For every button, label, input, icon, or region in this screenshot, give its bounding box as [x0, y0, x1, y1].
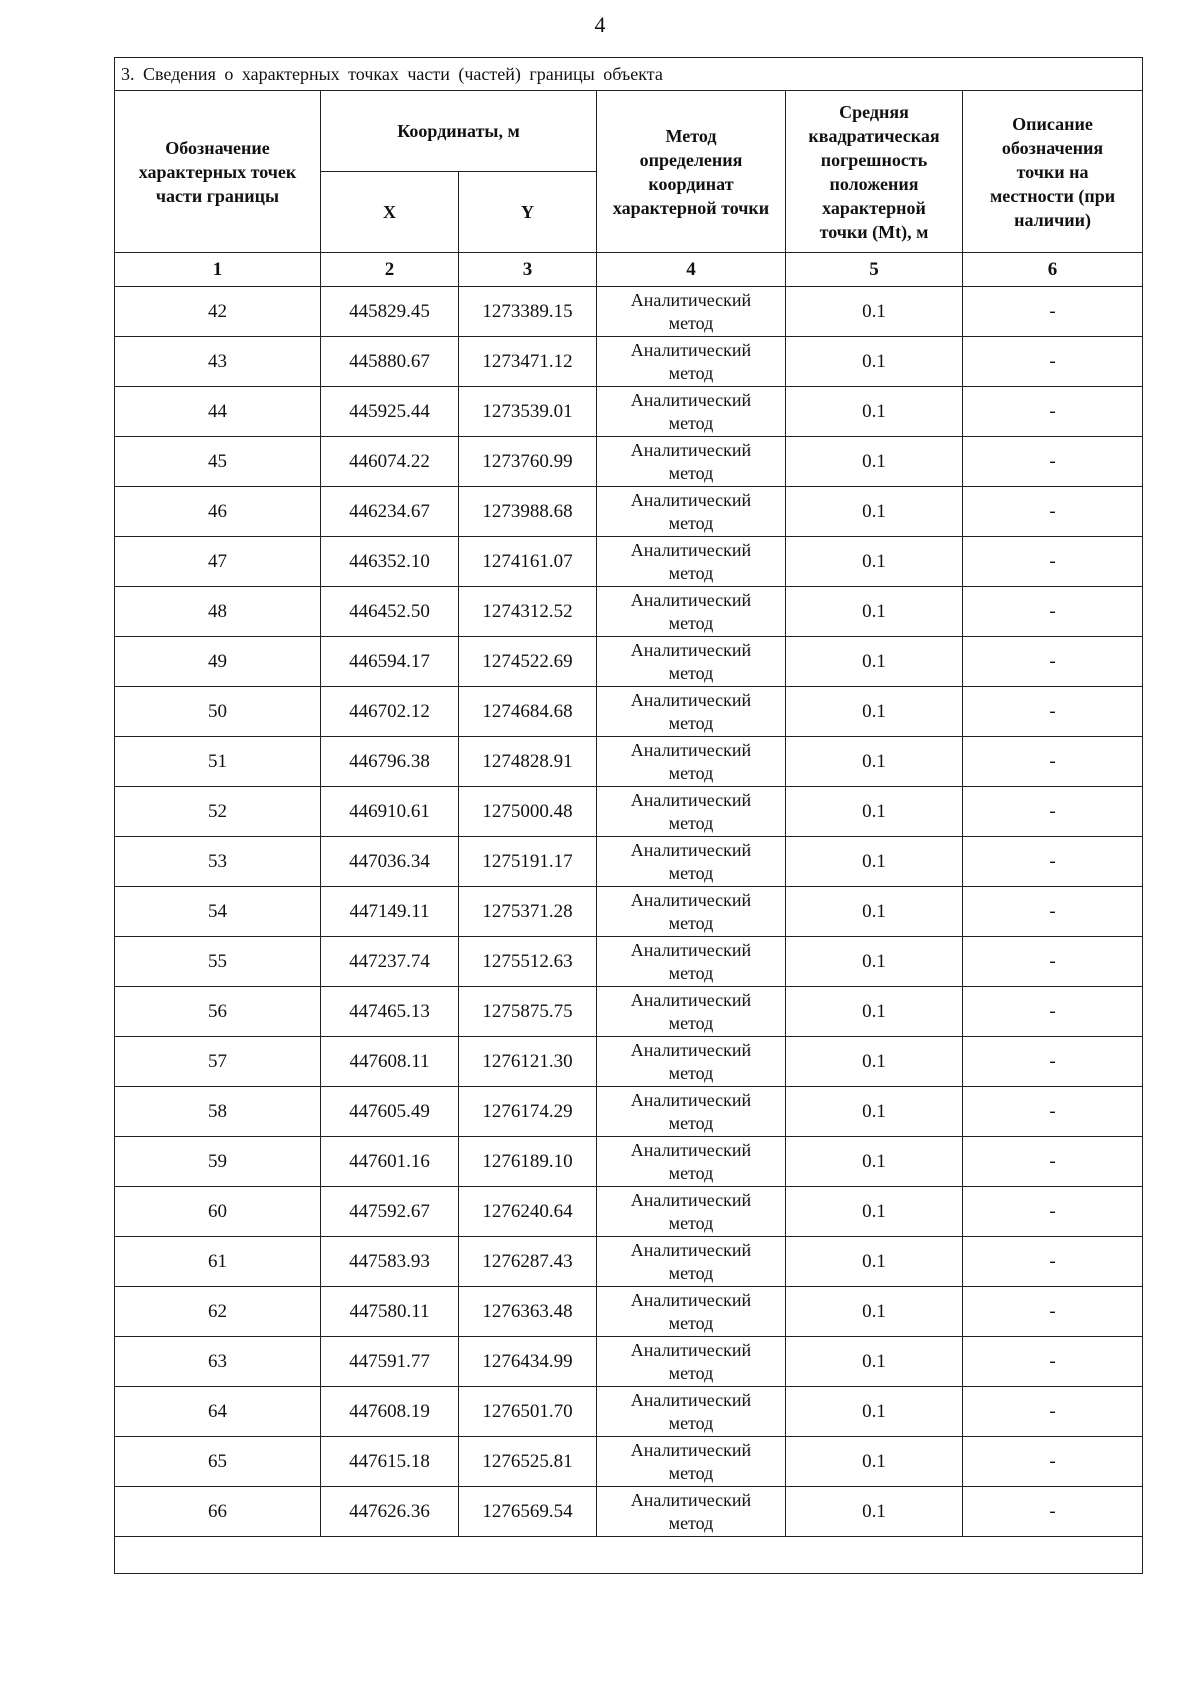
method-cell: [597, 1237, 786, 1287]
x-coordinate-cell: 446234.67: [321, 487, 459, 537]
method-line: метод: [668, 1362, 714, 1383]
method-line: метод: [668, 762, 714, 783]
column-number-row: [115, 253, 1143, 287]
method-line: метод: [668, 1012, 714, 1033]
x-coordinate-cell: 447608.19: [321, 1387, 459, 1437]
method-cell: [597, 1137, 786, 1187]
point-cell: 62: [115, 1287, 321, 1337]
description-cell: -: [963, 387, 1143, 437]
x-coordinate-cell: 445880.67: [321, 337, 459, 387]
method-header: [597, 91, 786, 253]
x-coordinate-cell: 447615.18: [321, 1437, 459, 1487]
point-cell: 63: [115, 1337, 321, 1387]
method-line: метод: [668, 1412, 714, 1433]
description-cell: -: [963, 1487, 1143, 1537]
y-coordinate-cell: 1276174.29: [459, 1087, 597, 1137]
method-line: Аналитический: [630, 739, 752, 760]
method-line: метод: [668, 562, 714, 583]
description-cell: -: [963, 1087, 1143, 1137]
description-cell: -: [963, 687, 1143, 737]
y-coordinate-cell: 1276189.10: [459, 1137, 597, 1187]
method-line: Аналитический: [630, 789, 752, 810]
point-cell: 47: [115, 537, 321, 587]
x-coordinate-cell: 447237.74: [321, 937, 459, 987]
mt-cell: 0.1: [786, 337, 963, 387]
description-cell: -: [963, 737, 1143, 787]
method-line: метод: [668, 1312, 714, 1333]
method-line: Аналитический: [630, 1439, 752, 1460]
column-number: 1: [115, 253, 321, 287]
method-cell: [597, 437, 786, 487]
designation-header: [115, 91, 321, 253]
method-cell: [597, 1287, 786, 1337]
table-row: [115, 837, 1143, 887]
method-line: Аналитический: [630, 839, 752, 860]
point-cell: 42: [115, 287, 321, 337]
x-coordinate-cell: 447626.36: [321, 1487, 459, 1537]
point-cell: 57: [115, 1037, 321, 1087]
mt-cell: 0.1: [786, 1187, 963, 1237]
method-line: метод: [668, 862, 714, 883]
method-cell: [597, 587, 786, 637]
method-line: Аналитический: [630, 1389, 752, 1410]
method-cell: [597, 287, 786, 337]
method-cell: [597, 1187, 786, 1237]
table-row: [115, 987, 1143, 1037]
method-line: метод: [668, 312, 714, 333]
method-cell: [597, 1087, 786, 1137]
method-line: Аналитический: [630, 1189, 752, 1210]
table-row: [115, 687, 1143, 737]
x-coordinate-cell: 447583.93: [321, 1237, 459, 1287]
description-cell: -: [963, 1037, 1143, 1087]
mt-cell: 0.1: [786, 287, 963, 337]
section-title-row: [115, 58, 1143, 91]
mt-cell: 0.1: [786, 1487, 963, 1537]
x-coordinate-cell: 447605.49: [321, 1087, 459, 1137]
method-line: метод: [668, 662, 714, 683]
y-coordinate-cell: 1273988.68: [459, 487, 597, 537]
table-row: [115, 787, 1143, 837]
method-cell: [597, 487, 786, 537]
y-coordinate-cell: 1274161.07: [459, 537, 597, 587]
point-cell: 43: [115, 337, 321, 387]
table-row: [115, 337, 1143, 387]
method-cell: [597, 737, 786, 787]
x-header: X: [321, 172, 459, 253]
column-number: 5: [786, 253, 963, 287]
method-line: метод: [668, 1262, 714, 1283]
x-coordinate-cell: 447580.11: [321, 1287, 459, 1337]
error-header-line: Средняя: [839, 101, 909, 122]
x-coordinate-cell: 447601.16: [321, 1137, 459, 1187]
y-coordinate-cell: 1275000.48: [459, 787, 597, 837]
point-cell: 56: [115, 987, 321, 1037]
method-line: Аналитический: [630, 539, 752, 560]
description-cell: -: [963, 837, 1143, 887]
description-cell: -: [963, 1437, 1143, 1487]
point-cell: 65: [115, 1437, 321, 1487]
section-title: 3. Сведения о характерных точках части (частей) границы объекта: [115, 58, 1143, 91]
method-line: метод: [668, 362, 714, 383]
method-cell: [597, 637, 786, 687]
y-coordinate-cell: 1273471.12: [459, 337, 597, 387]
x-coordinate-cell: 445925.44: [321, 387, 459, 437]
description-cell: -: [963, 1337, 1143, 1387]
description-header-line: Описание: [1012, 113, 1093, 134]
table-row: [115, 1487, 1143, 1537]
table-row: [115, 487, 1143, 537]
mt-cell: 0.1: [786, 1087, 963, 1137]
description-header-line: наличии): [1014, 209, 1091, 230]
description-cell: -: [963, 1237, 1143, 1287]
page-number: 4: [594, 12, 606, 37]
table-row: [115, 387, 1143, 437]
error-header-line: положения: [829, 173, 919, 194]
description-header-line: местности (при: [989, 185, 1116, 206]
designation-header-line: части границы: [155, 185, 280, 206]
point-cell: 64: [115, 1387, 321, 1437]
description-cell: -: [963, 937, 1143, 987]
table-row: [115, 1237, 1143, 1287]
y-coordinate-cell: 1275875.75: [459, 987, 597, 1037]
x-coordinate-cell: 446352.10: [321, 537, 459, 587]
method-line: Аналитический: [630, 1289, 752, 1310]
method-line: метод: [668, 712, 714, 733]
description-cell: -: [963, 437, 1143, 487]
error-header-line: квадратическая: [808, 125, 940, 146]
point-cell: 44: [115, 387, 321, 437]
method-line: Аналитический: [630, 1239, 752, 1260]
error-header: [786, 91, 963, 253]
x-coordinate-cell: 446910.61: [321, 787, 459, 837]
y-coordinate-cell: 1274522.69: [459, 637, 597, 687]
description-cell: -: [963, 587, 1143, 637]
method-line: Аналитический: [630, 1489, 752, 1510]
description-cell: -: [963, 787, 1143, 837]
method-line: метод: [668, 1462, 714, 1483]
mt-cell: 0.1: [786, 837, 963, 887]
x-coordinate-cell: 446452.50: [321, 587, 459, 637]
method-header-line: определения: [639, 149, 743, 170]
description-cell: -: [963, 1137, 1143, 1187]
method-line: метод: [668, 612, 714, 633]
point-cell: 58: [115, 1087, 321, 1137]
method-line: метод: [668, 1512, 714, 1533]
y-coordinate-cell: 1274312.52: [459, 587, 597, 637]
mt-cell: 0.1: [786, 587, 963, 637]
table-row: [115, 1287, 1143, 1337]
mt-cell: 0.1: [786, 887, 963, 937]
designation-header-line: Обозначение: [165, 137, 270, 158]
mt-cell: 0.1: [786, 1287, 963, 1337]
description-cell: -: [963, 887, 1143, 937]
mt-cell: 0.1: [786, 437, 963, 487]
mt-cell: 0.1: [786, 937, 963, 987]
table-row: [115, 1137, 1143, 1187]
table-row: [115, 737, 1143, 787]
x-coordinate-cell: 446796.38: [321, 737, 459, 787]
method-line: метод: [668, 1212, 714, 1233]
method-header-line: координат: [648, 173, 734, 194]
description-cell: -: [963, 337, 1143, 387]
y-coordinate-cell: 1276569.54: [459, 1487, 597, 1537]
point-cell: 61: [115, 1237, 321, 1287]
mt-cell: 0.1: [786, 1137, 963, 1187]
point-cell: 53: [115, 837, 321, 887]
description-cell: -: [963, 1187, 1143, 1237]
method-cell: [597, 537, 786, 587]
method-cell: [597, 1387, 786, 1437]
mt-cell: 0.1: [786, 787, 963, 837]
description-cell: -: [963, 537, 1143, 587]
point-cell: 54: [115, 887, 321, 937]
mt-cell: 0.1: [786, 387, 963, 437]
table-body: [115, 287, 1143, 1537]
error-header-line: характерной: [822, 197, 926, 218]
mt-cell: 0.1: [786, 637, 963, 687]
x-coordinate-cell: 447036.34: [321, 837, 459, 887]
y-coordinate-cell: 1275191.17: [459, 837, 597, 887]
table-row: [115, 1437, 1143, 1487]
point-cell: 49: [115, 637, 321, 687]
mt-cell: 0.1: [786, 1387, 963, 1437]
y-coordinate-cell: 1275371.28: [459, 887, 597, 937]
table-row: [115, 637, 1143, 687]
method-line: Аналитический: [630, 989, 752, 1010]
point-cell: 52: [115, 787, 321, 837]
mt-cell: 0.1: [786, 737, 963, 787]
table-row: [115, 1037, 1143, 1087]
y-coordinate-cell: 1276240.64: [459, 1187, 597, 1237]
description-cell: -: [963, 487, 1143, 537]
y-coordinate-cell: 1276363.48: [459, 1287, 597, 1337]
mt-cell: 0.1: [786, 987, 963, 1037]
table-row: [115, 1187, 1143, 1237]
mt-cell: 0.1: [786, 1037, 963, 1087]
coordinates-header: Координаты, м: [321, 91, 597, 172]
table-row: [115, 887, 1143, 937]
description-cell: -: [963, 287, 1143, 337]
method-line: Аналитический: [630, 589, 752, 610]
method-line: метод: [668, 1112, 714, 1133]
column-number: 3: [459, 253, 597, 287]
method-cell: [597, 687, 786, 737]
point-cell: 59: [115, 1137, 321, 1187]
y-coordinate-cell: 1275512.63: [459, 937, 597, 987]
point-cell: 60: [115, 1187, 321, 1237]
column-number: 4: [597, 253, 786, 287]
x-coordinate-cell: 446594.17: [321, 637, 459, 687]
mt-cell: 0.1: [786, 1237, 963, 1287]
table-row: [115, 287, 1143, 337]
method-line: Аналитический: [630, 1039, 752, 1060]
table-row: [115, 1087, 1143, 1137]
method-line: метод: [668, 412, 714, 433]
method-line: Аналитический: [630, 689, 752, 710]
point-cell: 50: [115, 687, 321, 737]
method-line: метод: [668, 962, 714, 983]
method-line: метод: [668, 1162, 714, 1183]
y-coordinate-cell: 1276121.30: [459, 1037, 597, 1087]
method-line: метод: [668, 512, 714, 533]
table-row: [115, 1337, 1143, 1387]
method-cell: [597, 937, 786, 987]
table-row: [115, 937, 1143, 987]
method-line: Аналитический: [630, 439, 752, 460]
error-header-line: погрешность: [820, 149, 928, 170]
boundary-points-table: [114, 57, 1143, 1574]
point-cell: 55: [115, 937, 321, 987]
designation-header-line: характерных точек: [138, 161, 297, 182]
y-coordinate-cell: 1274828.91: [459, 737, 597, 787]
method-cell: [597, 787, 786, 837]
y-coordinate-cell: 1273539.01: [459, 387, 597, 437]
mt-cell: 0.1: [786, 487, 963, 537]
table-row: [115, 537, 1143, 587]
mt-cell: 0.1: [786, 1437, 963, 1487]
y-coordinate-cell: 1276287.43: [459, 1237, 597, 1287]
method-header-line: Метод: [665, 125, 717, 146]
point-cell: 66: [115, 1487, 321, 1537]
method-cell: [597, 987, 786, 1037]
method-cell: [597, 1037, 786, 1087]
x-coordinate-cell: 446074.22: [321, 437, 459, 487]
method-line: Аналитический: [630, 1339, 752, 1360]
y-coordinate-cell: 1274684.68: [459, 687, 597, 737]
method-line: метод: [668, 912, 714, 933]
y-coordinate-cell: 1276525.81: [459, 1437, 597, 1487]
x-coordinate-cell: 447608.11: [321, 1037, 459, 1087]
method-line: Аналитический: [630, 889, 752, 910]
x-coordinate-cell: 447465.13: [321, 987, 459, 1037]
description-cell: -: [963, 1387, 1143, 1437]
empty-footer-cell: [115, 1537, 1143, 1574]
x-coordinate-cell: 447591.77: [321, 1337, 459, 1387]
method-cell: [597, 1437, 786, 1487]
description-header-line: точки на: [1016, 161, 1089, 182]
method-cell: [597, 337, 786, 387]
description-cell: -: [963, 987, 1143, 1037]
y-coordinate-cell: 1276434.99: [459, 1337, 597, 1387]
method-line: Аналитический: [630, 339, 752, 360]
y-coordinate-cell: 1273760.99: [459, 437, 597, 487]
point-cell: 45: [115, 437, 321, 487]
method-line: метод: [668, 812, 714, 833]
table-row: [115, 437, 1143, 487]
point-cell: 48: [115, 587, 321, 637]
point-cell: 51: [115, 737, 321, 787]
column-number: 2: [321, 253, 459, 287]
method-line: Аналитический: [630, 1089, 752, 1110]
method-line: метод: [668, 462, 714, 483]
method-cell: [597, 387, 786, 437]
x-coordinate-cell: 445829.45: [321, 287, 459, 337]
table-footer-row: [115, 1537, 1143, 1574]
mt-cell: 0.1: [786, 537, 963, 587]
description-header: [963, 91, 1143, 253]
column-number: 6: [963, 253, 1143, 287]
method-cell: [597, 837, 786, 887]
method-line: Аналитический: [630, 939, 752, 960]
x-coordinate-cell: 447592.67: [321, 1187, 459, 1237]
point-cell: 46: [115, 487, 321, 537]
method-line: Аналитический: [630, 289, 752, 310]
x-coordinate-cell: 446702.12: [321, 687, 459, 737]
description-cell: -: [963, 1287, 1143, 1337]
method-cell: [597, 1337, 786, 1387]
description-header-line: обозначения: [1001, 137, 1104, 158]
mt-cell: 0.1: [786, 1337, 963, 1387]
method-cell: [597, 1487, 786, 1537]
method-line: Аналитический: [630, 639, 752, 660]
mt-cell: 0.1: [786, 687, 963, 737]
method-header-line: характерной точки: [612, 197, 770, 218]
method-line: Аналитический: [630, 489, 752, 510]
method-cell: [597, 887, 786, 937]
description-cell: -: [963, 637, 1143, 687]
x-coordinate-cell: 447149.11: [321, 887, 459, 937]
method-line: Аналитический: [630, 1139, 752, 1160]
y-header: Y: [459, 172, 597, 253]
table-row: [115, 1387, 1143, 1437]
header-row: [115, 91, 1143, 172]
table-row: [115, 587, 1143, 637]
y-coordinate-cell: 1273389.15: [459, 287, 597, 337]
error-header-line: точки (Mt), м: [819, 221, 929, 242]
method-line: Аналитический: [630, 389, 752, 410]
method-line: метод: [668, 1062, 714, 1083]
y-coordinate-cell: 1276501.70: [459, 1387, 597, 1437]
